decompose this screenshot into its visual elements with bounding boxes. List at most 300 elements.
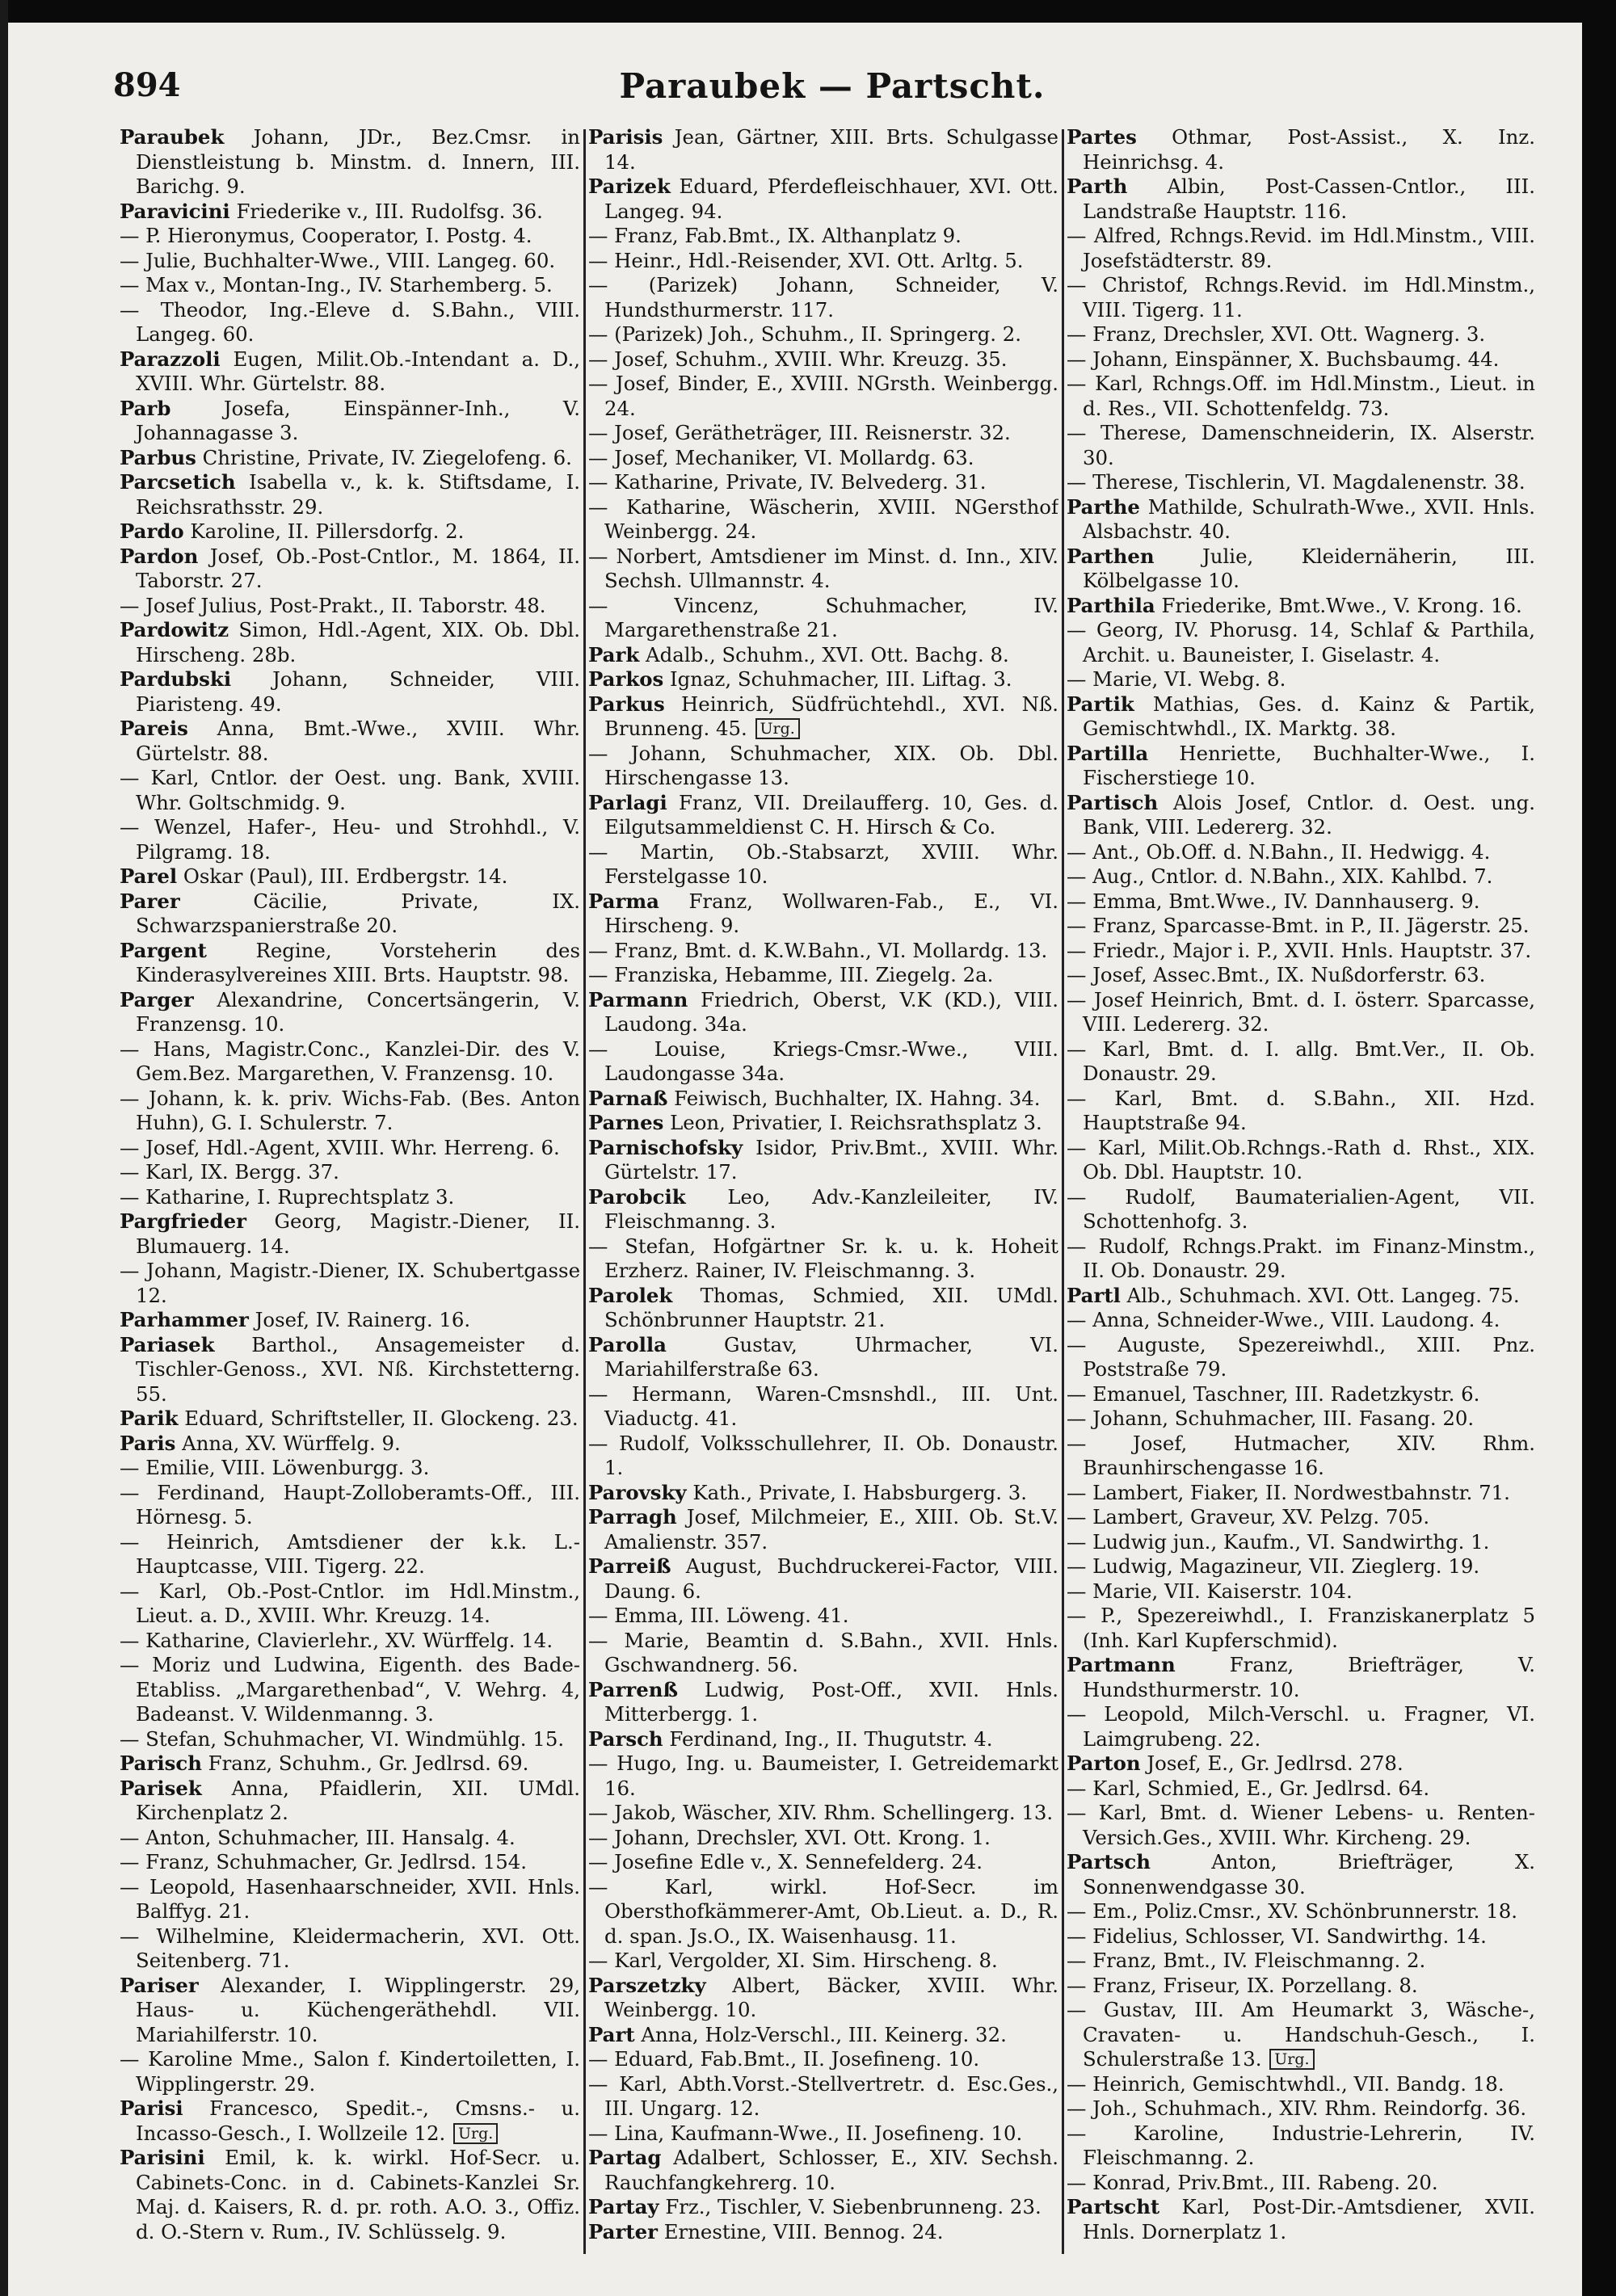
directory-entry: [1067, 1579, 1535, 1604]
entry-details: — Jakob, Wäscher, XIV. Rhm. Schellingerg. 13.: [588, 1801, 1054, 1824]
directory-entry: [1067, 1554, 1535, 1579]
entry-surname: Park: [588, 642, 640, 667]
directory-entry: [588, 2195, 1058, 2220]
entry-surname: Parisis: [588, 125, 663, 149]
entry-details: — Marie, VI. Webg. 8.: [1067, 667, 1286, 691]
entry-details: Ferdinand, Ing., II. Thugutstr. 4.: [663, 1726, 993, 1751]
directory-entry: [1067, 692, 1535, 742]
directory-entry: [588, 692, 1058, 742]
directory-entry: [120, 766, 580, 815]
entry-details: Josefa, Einspänner-Inh., V. Johannagasse 3.: [136, 396, 580, 444]
page-number: 894: [113, 66, 181, 104]
entry-details: — Wenzel, Hafer-, Heu- und Strohhdl., V. Pilgramg. 18.: [120, 815, 580, 864]
directory-entry: [1067, 1481, 1535, 1506]
entry-details: Franz, Schuhm., Gr. Jedlrsd. 69.: [201, 1751, 529, 1775]
column-1: [120, 125, 580, 2258]
entry-details: — Louise, Kriegs-Cmsr.-Wwe., VIII. Laudongasse 34a.: [588, 1037, 1058, 1085]
directory-entry: [1067, 1234, 1535, 1284]
entry-details: — Theodor, Ing.-Eleve d. S.Bahn., VIII. Langeg. 60.: [120, 297, 580, 346]
directory-entry: [1067, 1136, 1535, 1185]
directory-entry: [120, 815, 580, 864]
entry-details: — Therese, Damenschneiderin, IX. Alserstr. 30.: [1067, 421, 1535, 469]
entry-surname: Partsch: [1067, 1850, 1151, 1873]
directory-entry: [588, 175, 1058, 224]
directory-entry: [1067, 1751, 1535, 1777]
directory-entry: [588, 1949, 1058, 1974]
entry-details: — Ludwig, Magazineur, VII. Zieglerg. 19.: [1067, 1554, 1480, 1578]
entry-details: — P. Hieronymus, Cooperator, I. Postg. 4.: [120, 224, 532, 247]
column-divider: [1062, 129, 1064, 2254]
directory-entry: [120, 1333, 580, 1407]
entry-details: — Anton, Schuhmacher, III. Hansalg. 4.: [120, 1825, 516, 1849]
directory-entry: [1067, 667, 1535, 692]
entry-details: — Therese, Tischlerin, VI. Magdalenenstr. 38.: [1067, 470, 1526, 494]
entry-details: — Josef Heinrich, Bmt. d. I. österr. Sparcasse, VIII. Ledererg. 32.: [1067, 987, 1535, 1036]
directory-entry: [1067, 1653, 1535, 1702]
directory-entry: [120, 347, 580, 397]
entry-surname: Partag: [588, 2146, 662, 2169]
directory-entry: [120, 1579, 580, 1629]
entry-surname: Pariser: [120, 1973, 199, 1997]
directory-entry: [1067, 742, 1535, 791]
entry-details: Christine, Private, IV. Ziegelofeng. 6.: [196, 445, 572, 469]
entry-details: — (Parizek) Joh., Schuhm., II. Springerg. 2.: [588, 322, 1021, 346]
entry-details: — Josefine Edle v., X. Sennefelderg. 24.: [588, 1850, 983, 1873]
entry-details: — Marie, VII. Kaiserstr. 104.: [1067, 1579, 1353, 1603]
entry-details: Josef, Milchmeier, E., XIII. Ob. St.V. Amalienstr. 357.: [604, 1505, 1058, 1554]
entry-surname: Parel: [120, 864, 178, 888]
directory-entry: [120, 397, 580, 446]
entry-surname: Parth: [1067, 175, 1128, 198]
directory-entry: [588, 2047, 1058, 2072]
entry-details: — Lambert, Graveur, XV. Pelzg. 705.: [1067, 1505, 1430, 1529]
directory-entry: [120, 1974, 580, 2048]
directory-entry: [1067, 963, 1535, 988]
directory-entry: [120, 249, 580, 274]
entry-details: Josef, Ob.-Post-Cntlor., M. 1864, II. Taborstr. 27.: [136, 544, 580, 592]
entry-surname: Partisch: [1067, 790, 1159, 814]
entry-surname: Parlagi: [588, 790, 667, 814]
directory-entry: [588, 322, 1058, 347]
entry-details: Eduard, Schriftsteller, II. Glockeng. 23.: [178, 1407, 579, 1430]
directory-entry: [1067, 322, 1535, 347]
entry-surname: Parkus: [588, 692, 665, 716]
entry-details: — Karl, IX. Bergg. 37.: [120, 1160, 339, 1184]
entry-details: — Heinrich, Gemischtwhdl., VII. Bandg. 18.: [1067, 2071, 1504, 2096]
directory-entry: [588, 667, 1058, 692]
directory-entry: [1067, 988, 1535, 1037]
entry-surname: Parger: [120, 987, 194, 1011]
entry-surname: Parazzoli: [120, 347, 221, 371]
entry-surname: Parton: [1067, 1751, 1141, 1775]
entry-surname: Part: [588, 2022, 635, 2046]
entry-surname: Parizek: [588, 175, 671, 198]
entry-details: — Leopold, Milch-Verschl. u. Fragner, VI. Laimgrubeng. 22.: [1067, 1702, 1535, 1751]
directory-entry: [120, 1924, 580, 1974]
directory-entry: [120, 1727, 580, 1752]
entry-details: Josef, E., Gr. Jedlrsd. 278.: [1140, 1751, 1403, 1775]
entry-surname: Parobcik: [588, 1184, 686, 1209]
entry-surname: Parnaß: [588, 1086, 668, 1110]
directory-entry: [120, 939, 580, 988]
entry-details: — Christof, Rchngs.Revid. im Hdl.Minstm., VIII. Tigerg. 11.: [1067, 273, 1535, 322]
directory-entry: [120, 1407, 580, 1432]
entry-details: Othmar, Post-Assist., X. Inz. Heinrichsg. 4.: [1083, 125, 1535, 174]
directory-entry: [120, 2146, 580, 2244]
directory-entry: [1067, 545, 1535, 594]
entry-details: Gustav, Uhrmacher, VI. Mariahilferstraße 63.: [604, 1332, 1058, 1381]
entry-details: — Karl, Bmt. d. I. allg. Bmt.Ver., II. Ob. Donaustr. 29.: [1067, 1037, 1535, 1085]
directory-entry: [120, 446, 580, 471]
directory-entry: [1067, 1407, 1535, 1432]
directory-entry: [588, 2072, 1058, 2121]
entry-details: Georg, Magistr.-Diener, II. Blumauerg. 14.: [136, 1209, 580, 1258]
entry-details: — Rudolf, Baumaterialien-Agent, VII. Schottenhofg. 3.: [1067, 1184, 1535, 1233]
directory-entry: [1067, 347, 1535, 372]
entry-details: — Josef, Mechaniker, VI. Mollardg. 63.: [588, 445, 974, 469]
directory-entry: [120, 1160, 580, 1185]
entry-details: Heinrich, Südfrüchtehdl., XVI. Nß. Brunneng. 45.: [604, 692, 1058, 740]
directory-entry: [1067, 864, 1535, 889]
directory-entry: [1067, 1974, 1535, 1999]
directory-entry: [588, 2220, 1058, 2245]
entry-details: Feiwisch, Buchhalter, IX. Hahng. 34.: [667, 1086, 1041, 1110]
entry-details: Cäcilie, Private, IX. Schwarzspanierstraße 20.: [136, 889, 580, 937]
entry-surname: Pariasek: [120, 1332, 215, 1356]
entry-details: — Katharine, I. Ruprechtsplatz 3.: [120, 1184, 455, 1209]
directory-entry: [588, 224, 1058, 249]
entry-details: — Rudolf, Rchngs.Prakt. im Finanz-Minstm., II. Ob. Donaustr. 29.: [1067, 1234, 1535, 1282]
entry-surname: Parragh: [588, 1505, 677, 1529]
entry-details: — Max v., Montan-Ing., IV. Starhemberg. 5.: [120, 273, 553, 296]
directory-entry: [1067, 1308, 1535, 1333]
entry-details: — Aug., Cntlor. d. N.Bahn., XIX. Kahlbd. 7.: [1067, 864, 1493, 888]
entry-surname: Partilla: [1067, 741, 1149, 765]
entry-surname: Parisini: [120, 2146, 205, 2169]
entry-details: — Georg, IV. Phorusg. 14, Schlaf & Parthila, Archit. u. Bauneister, I. Giselastr. 4.: [1067, 618, 1535, 667]
entry-details: — Julie, Buchhalter-Wwe., VIII. Langeg. 60.: [120, 248, 556, 272]
directory-entry: [120, 1875, 580, 1924]
entry-details: Eduard, Pferdefleischhauer, XVI. Ott. Langeg. 94.: [604, 175, 1058, 223]
directory-entry: [120, 1432, 580, 1457]
directory-entry: [120, 1629, 580, 1654]
directory-entry: [1067, 1382, 1535, 1407]
entry-surname: Parovsky: [588, 1480, 687, 1504]
directory-entry: [588, 273, 1058, 322]
entry-details: Ernestine, VIII. Bennog. 24.: [657, 2219, 944, 2243]
entry-surname: Pardo: [120, 519, 184, 543]
directory-entry: [1067, 1432, 1535, 1481]
entry-details: — Stefan, Hofgärtner Sr. k. u. k. Hoheit Erzherz. Rainer, IV. Fleischmanng. 3.: [588, 1234, 1058, 1282]
entry-details: Anna, XV. Würffelg. 9.: [175, 1431, 401, 1455]
entry-details: — Karoline, Industrie-Lehrerin, IV. Fleischmanng. 2.: [1067, 2121, 1535, 2169]
entry-details: — Karl, Bmt. d. S.Bahn., XII. Hzd. Hauptstraße 94.: [1067, 1086, 1535, 1134]
directory-entry: [588, 988, 1058, 1037]
directory-entry: [588, 421, 1058, 446]
directory-entry: [1067, 1949, 1535, 1974]
directory-entry: [120, 200, 580, 225]
entry-details: — Josef, Gerätheträger, III. Reisnerstr. 32.: [588, 421, 1011, 444]
entry-details: — Franz, Bmt., IV. Fleischmanng. 2.: [1067, 1949, 1426, 1972]
directory-entry: [588, 372, 1058, 421]
entry-details: Alb., Schuhmach. XVI. Ott. Langeg. 75.: [1120, 1283, 1520, 1307]
directory-entry: [1067, 2096, 1535, 2121]
entry-details: Friederike v., III. Rudolfsg. 36.: [229, 199, 543, 223]
directory-entry: [588, 1284, 1058, 1333]
entry-surname: Parthe: [1067, 494, 1140, 519]
directory-entry: [120, 717, 580, 766]
entry-details: — Emanuel, Taschner, III. Radetzkystr. 6.: [1067, 1381, 1480, 1406]
entry-surname: Parthila: [1067, 593, 1155, 617]
entry-surname: Pardon: [120, 544, 199, 568]
entry-details: — Johann, Schuhmacher, XIX. Ob. Dbl. Hirschengasse 13.: [588, 741, 1058, 789]
directory-entry: [588, 1875, 1058, 1949]
directory-entry: [120, 1826, 580, 1851]
entry-details: — Leopold, Hasenhaarschneider, XVII. Hnls. Balffyg. 21.: [120, 1874, 580, 1923]
entry-surname: Pareis: [120, 717, 188, 740]
entry-details: — Johann, Drechsler, XVI. Ott. Krong. 1.: [588, 1825, 991, 1849]
directory-entry: [1067, 1604, 1535, 1653]
directory-entry: [1067, 889, 1535, 915]
entry-details: — Johann, Schuhmacher, III. Fasang. 20.: [1067, 1407, 1475, 1430]
directory-entry: [120, 125, 580, 200]
entry-details: Mathias, Ges. d. Kainz & Partik, Gemischtwhdl., IX. Marktg. 38.: [1083, 692, 1535, 740]
entry-details: — Emma, III. Löweng. 41.: [588, 1604, 849, 1627]
directory-entry: [1067, 224, 1535, 273]
entry-surname: Pargfrieder: [120, 1209, 246, 1233]
directory-entry: [120, 889, 580, 939]
directory-entry: [120, 2096, 580, 2146]
directory-entry: [588, 1087, 1058, 1112]
directory-entry: [588, 889, 1058, 939]
entry-surname: Partl: [1067, 1283, 1121, 1307]
entry-details: Kath., Private, I. Habsburgerg. 3.: [686, 1480, 1027, 1504]
directory-entry: [1067, 1037, 1535, 1087]
entry-details: Thomas, Schmied, XII. UMdl. Schönbrunner Hauptstr. 21.: [604, 1283, 1058, 1331]
scan-edge-top: [0, 0, 1616, 23]
entry-details: — Hans, Magistr.Conc., Kanzlei-Dir. des V. Gem.Bez. Margarethen, V. Franzensg. 10.: [120, 1037, 580, 1085]
entry-details: Isabella v., k. k. Stiftsdame, I. Reichsrathsstr. 29.: [136, 470, 580, 519]
entry-details: — Karl, Bmt. d. Wiener Lebens- u. Renten-Versich.Ges., XVIII. Whr. Kircheng. 29.: [1067, 1801, 1535, 1849]
entry-surname: Parrenß: [588, 1677, 678, 1701]
entry-surname: Parisek: [120, 1776, 202, 1800]
directory-entry: [120, 1850, 580, 1875]
entry-details: Johann, JDr., Bez.Cmsr. in Dienstleistung b. Minstm. d. Innern, III. Barichg. 9.: [136, 125, 580, 198]
directory-entry: [120, 298, 580, 347]
directory-entry: [588, 1604, 1058, 1629]
directory-entry: [588, 1136, 1058, 1185]
entry-details: — Johann, Einspänner, X. Buchsbaumg. 44.: [1067, 347, 1500, 371]
directory-entry: [588, 347, 1058, 372]
scan-edge-left: [0, 0, 8, 2296]
directory-entry: [588, 643, 1058, 668]
directory-entry: [588, 1850, 1058, 1875]
directory-entry: [588, 2121, 1058, 2147]
entry-details: — Konrad, Priv.Bmt., III. Rabeng. 20.: [1067, 2170, 1438, 2194]
directory-entry: [1067, 2195, 1535, 2244]
entry-details: Isidor, Priv.Bmt., XVIII. Whr. Gürtelstr. 17.: [604, 1135, 1058, 1184]
entry-details: — Franz, Bmt. d. K.W.Bahn., VI. Mollardg. 13.: [588, 938, 1048, 962]
entry-details: — Heinrich, Amtsdiener der k.k. L.-Hauptcasse, VIII. Tigerg. 22.: [120, 1529, 580, 1578]
directory-entry: [1067, 939, 1535, 964]
entry-details: Josef, IV. Rainerg. 16.: [248, 1308, 471, 1331]
directory-entry: [588, 1826, 1058, 1851]
directory-entry: [588, 1382, 1058, 1432]
entry-surname: Parter: [588, 2219, 658, 2243]
column-divider: [583, 129, 586, 2254]
entry-surname: Parmann: [588, 987, 688, 1011]
entry-surname: Partes: [1067, 125, 1137, 149]
directory-entry: [588, 1505, 1058, 1554]
directory-entry: [1067, 1185, 1535, 1234]
entry-details: — Wilhelmine, Kleidermacherin, XVI. Ott. Seitenberg. 71.: [120, 1924, 580, 1972]
entry-details: — Auguste, Spezereiwhdl., XIII. Pnz. Poststraße 79.: [1067, 1332, 1535, 1381]
directory-entry: [588, 840, 1058, 889]
directory-entry: [1067, 1333, 1535, 1382]
entry-details: — Karl, wirkl. Hof-Secr. im Obersthofkämmerer-Amt, Ob.Lieut. a. D., R. d. span. Js.O., IX. Waisenhausg. 11.: [588, 1874, 1058, 1948]
directory-entry: [120, 545, 580, 594]
entry-details: Mathilde, Schulrath-Wwe., XVII. Hnls. Alsbachstr. 40.: [1083, 494, 1535, 543]
entry-details: — P., Spezereiwhdl., I. Franziskanerplatz 5 (Inh. Karl Kupferschmid).: [1067, 1604, 1535, 1652]
scan-edge-right: [1582, 0, 1616, 2296]
entry-surname: Paravicini: [120, 199, 230, 223]
entry-details: — Karl, Ob.-Post-Cntlor. im Hdl.Minstm., Lieut. a. D., XVIII. Whr. Kreuzg. 14.: [120, 1579, 580, 1627]
directory-entry: [588, 1111, 1058, 1136]
running-title: Paraubek — Partscht.: [619, 66, 1046, 106]
entry-surname: Parhammer: [120, 1308, 249, 1331]
entry-details: Eugen, Milit.Ob.-Intendant a. D., XVIII. Whr. Gürtelstr. 88.: [136, 347, 580, 395]
entry-surname: Parnischofsky: [588, 1135, 743, 1159]
entry-surname: Parolla: [588, 1332, 667, 1356]
directory-entry: [120, 618, 580, 667]
directory-entry: [1067, 2121, 1535, 2171]
column-2: [588, 125, 1058, 2258]
directory-entry: [1067, 1530, 1535, 1555]
directory-entry: [588, 791, 1058, 840]
directory-entry: [120, 988, 580, 1037]
entry-details: Adalbert, Schlosser, E., XIV. Sechsh. Rauchfangkehrerg. 10.: [604, 2146, 1058, 2194]
directory-entry: [1067, 372, 1535, 421]
directory-entry: [588, 594, 1058, 643]
directory-entry: [588, 1974, 1058, 2023]
entry-details: Franz, Wollwaren-Fab., E., VI. Hirscheng. 9.: [604, 889, 1058, 937]
entry-details: — Anna, Schneider-Wwe., VIII. Laudong. 4.: [1067, 1308, 1500, 1331]
entry-details: — Lambert, Fiaker, II. Nordwestbahnstr. 71.: [1067, 1480, 1510, 1504]
entry-details: Franz, Briefträger, V. Hundsthurmerstr. 10.: [1083, 1653, 1535, 1701]
directory-entry: [120, 667, 580, 717]
directory-entry: [588, 125, 1058, 175]
directory-entry: [1067, 1850, 1535, 1899]
directory-entry: [1067, 594, 1535, 619]
entry-surname: Parbus: [120, 445, 196, 469]
entry-details: Leon, Privatier, I. Reichsrathsplatz 3.: [663, 1111, 1042, 1134]
entry-details: — Ludwig jun., Kaufm., VI. Sandwirthg. 1.: [1067, 1529, 1490, 1554]
directory-entry: [120, 1087, 580, 1136]
entry-surname: Parthen: [1067, 544, 1155, 568]
entry-details: — Hermann, Waren-Cmsnshdl., III. Unt. Viaductg. 41.: [588, 1381, 1058, 1430]
entry-surname: Parisi: [120, 2096, 183, 2120]
entry-details: — Karl, Abth.Vorst.-Stellvertretr. d. Esc.Ges., III. Ungarg. 12.: [588, 2071, 1058, 2120]
entry-surname: Parb: [120, 396, 171, 420]
directory-entry: [120, 1037, 580, 1087]
entry-details: — Katharine, Wäscherin, XVIII. NGersthof Weinbergg. 24.: [588, 494, 1058, 543]
directory-entry: [588, 1751, 1058, 1801]
directory-entry: [1067, 1998, 1535, 2072]
entry-surname: Pardowitz: [120, 618, 229, 641]
directory-entry: [588, 939, 1058, 964]
entry-details: Friederike, Bmt.Wwe., V. Krong. 16.: [1155, 593, 1522, 617]
entry-details: August, Buchdruckerei-Factor, VIII. Daung. 6.: [604, 1554, 1058, 1603]
entry-details: Regine, Vorsteherin des Kinderasylvereines XIII. Brts. Hauptstr. 98.: [136, 938, 580, 986]
entry-details: — Katharine, Clavierlehr., XV. Würffelg. 14.: [120, 1628, 553, 1652]
entry-details: — Josef, Schuhm., XVIII. Whr. Kreuzg. 35.: [588, 347, 1008, 371]
directory-entry: [1067, 470, 1535, 495]
directory-entry: [588, 1185, 1058, 1234]
directory-entry: [120, 1530, 580, 1579]
directory-entry: [1067, 791, 1535, 840]
directory-entry: [588, 545, 1058, 594]
directory-entry: [1067, 1505, 1535, 1530]
entry-details: Henriette, Buchhalter-Wwe., I. Fischerstiege 10.: [1083, 741, 1535, 789]
entry-details: — Hugo, Ing. u. Baumeister, I. Getreidemarkt 16.: [588, 1751, 1058, 1800]
entry-details: — Ant., Ob.Off. d. N.Bahn., II. Hedwigg. 4.: [1067, 839, 1491, 864]
entry-details: Barthol., Ansagemeister d. Tischler-Genoss., XVI. Nß. Kirchstetterng. 55.: [136, 1332, 580, 1406]
entry-details: — Katharine, Private, IV. Belvederg. 31.: [588, 470, 987, 494]
entry-details: — Karl, Cntlor. der Oest. ung. Bank, XVIII. Whr. Goltschmidg. 9.: [120, 766, 580, 814]
directory-entry: [588, 2146, 1058, 2195]
entry-details: — Heinr., Hdl.-Reisender, XVI. Ott. Arltg. 5.: [588, 248, 1024, 272]
entry-details: — Franz, Sparcasse-Bmt. in P., II. Jägerstr. 25.: [1067, 914, 1530, 937]
entry-details: Albert, Bäcker, XVIII. Whr. Weinbergg. 10.: [604, 1973, 1058, 2021]
directory-entry: [1067, 1777, 1535, 1802]
entry-surname: Pargent: [120, 938, 207, 962]
directory-entry: [1067, 125, 1535, 175]
directory-entry: [1067, 495, 1535, 545]
entry-details: Karl, Post-Dir.-Amtsdiener, XVII. Hnls. Dornerplatz 1.: [1083, 2195, 1535, 2243]
directory-entry: [1067, 273, 1535, 322]
entry-details: Simon, Hdl.-Agent, XIX. Ob. Dbl. Hirscheng. 28b.: [136, 618, 580, 667]
entry-details: — Franz, Friseur, IX. Porzellang. 8.: [1067, 1973, 1418, 1997]
entry-details: Emil, k. k. wirkl. Hof-Secr. u. Cabinets-Conc. in d. Cabinets-Kanzlei Sr. Maj. d. Kaisers, R. d. pr. roth. A.O. 3., Offiz. d. O.-Stern v. Rum., IV. Schlüsselg. 9.: [136, 2146, 580, 2243]
entry-details: Alexandrine, Concertsängerin, V. Franzensg. 10.: [136, 987, 580, 1036]
directory-entry: [588, 1801, 1058, 1826]
directory-entry: [1067, 175, 1535, 224]
entry-details: — Norbert, Amtsdiener im Minst. d. Inn., XIV. Sechsh. Ullmannstr. 4.: [588, 544, 1058, 592]
entry-details: Johann, Schneider, VIII. Piaristeng. 49.: [136, 667, 580, 716]
entry-details: — Rudolf, Volksschullehrer, II. Ob. Donaustr. 1.: [588, 1431, 1058, 1479]
entry-details: Oskar (Paul), III. Erdbergstr. 14.: [177, 864, 508, 888]
entry-details: — Marie, Beamtin d. S.Bahn., XVII. Hnls. Gschwandnerg. 56.: [588, 1628, 1058, 1676]
directory-entry: [1067, 1801, 1535, 1850]
entry-details: — Ferdinand, Haupt-Zolloberamts-Off., III. Hörnesg. 5.: [120, 1480, 580, 1529]
entry-surname: Pardubski: [120, 667, 232, 691]
entry-details: — Lina, Kaufmann-Wwe., II. Josefineng. 10.: [588, 2121, 1023, 2145]
entry-badge: Urg.: [453, 2123, 498, 2144]
directory-entry: [588, 1554, 1058, 1604]
directory-entry: [120, 594, 580, 619]
entry-details: Frz., Tischler, V. Siebenbrunneng. 23.: [659, 2195, 1042, 2218]
entry-details: — Moriz und Ludwina, Eigenth. des Bade-Etabliss. „Margarethenbad“, V. Wehrg. 4, Badeanst. V. Wildenmanng. 3.: [120, 1653, 580, 1726]
directory-entry: [1067, 1924, 1535, 1949]
directory-entry: [588, 1481, 1058, 1506]
entry-details: — Eduard, Fab.Bmt., II. Josefineng. 10.: [588, 2047, 980, 2071]
directory-entry: [120, 1185, 580, 1210]
entry-surname: Parisch: [120, 1751, 202, 1775]
directory-entry: [588, 2023, 1058, 2048]
entry-details: — Karl, Vergolder, XI. Sim. Hirscheng. 8.: [588, 1949, 998, 1972]
entry-surname: Partmann: [1067, 1653, 1176, 1676]
directory-entry: [120, 2047, 580, 2096]
